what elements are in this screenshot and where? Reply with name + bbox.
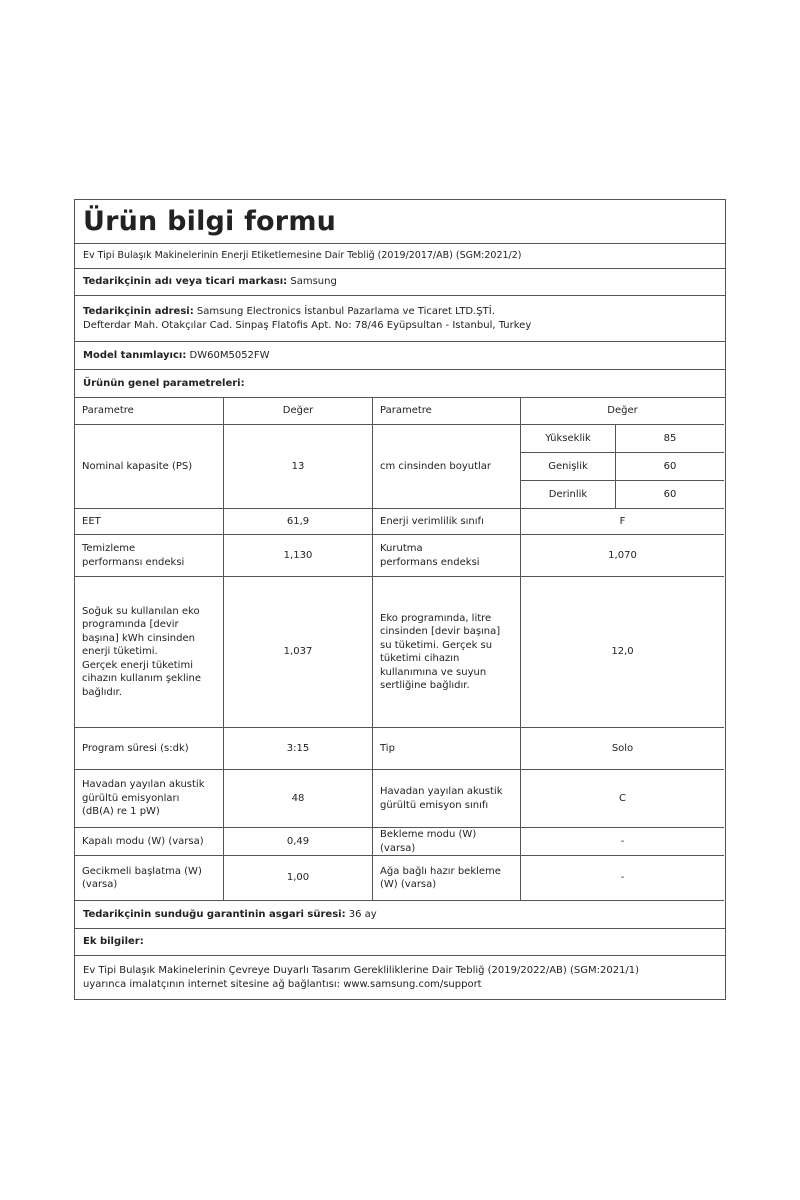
regulation-bar: [75, 244, 725, 269]
additional-info-label: Ek bilgiler:: [83, 936, 144, 947]
model-value: DW60M5052FW: [186, 349, 270, 361]
program-duration-label: Program süresi (s:dk): [75, 728, 224, 770]
energy-consumption-label: Soğuk su kullanılan eko programında [devir başına] kWh cinsinden enerji tüketimi. Gerçek enerji tüketimi cihazın kullanım şekline bağlıdır.: [75, 577, 224, 728]
header-value-2: Değer: [521, 398, 724, 425]
networked-standby-value: -: [521, 856, 724, 901]
energy-consumption-value: 1,037: [224, 577, 373, 728]
supplier-address-line1: Samsung Electronics İstanbul Pazarlama ve Ticaret LTD.ŞTİ.: [193, 305, 495, 317]
footer-note: [75, 956, 725, 999]
footer-line1: Ev Tipi Bulaşık Makinelerinin Çevreye Duyarlı Tasarım Gerekliliklerine Dair Tebliğ (2019/2022/AB) (SGM:2021/1): [83, 964, 640, 976]
model-label: Model tanımlayıcı:: [83, 349, 187, 361]
noise-class-value: C: [521, 770, 724, 828]
standby-mode-label: Bekleme modu (W) (varsa): [373, 828, 521, 856]
networked-standby-label: Ağa bağlı hazır bekleme (W) (varsa): [373, 856, 521, 901]
eei-value: 61,9: [224, 509, 373, 535]
supplier-address-line2: Defterdar Mah. Otakçılar Cad. Sinpaş Flatofis Apt. No: 78/46 Eyüpsultan - Istanbul, Turkey: [83, 319, 532, 331]
general-params-row: [75, 370, 725, 398]
supplier-name-label: Tedarikçinin adı veya ticari markası:: [83, 276, 288, 287]
water-consumption-label: Eko programında, litre cinsinden [devir başına] su tüketimi. Gerçek su tüketimi cihazın kullanımına ve suyun sertliğine bağlıdır.: [373, 577, 521, 728]
supplier-address-row: [75, 296, 725, 342]
off-mode-label: Kapalı modu (W) (varsa): [75, 828, 224, 856]
header-parameter-1: Parametre: [75, 398, 224, 425]
eei-label: EET: [75, 509, 224, 535]
form-title: Ürün bilgi formu: [83, 205, 337, 237]
drying-index-label: Kurutma performans endeksi: [373, 535, 521, 577]
width-label: Genişlik: [521, 453, 616, 481]
energy-class-value: F: [521, 509, 724, 535]
supplier-address-label: Tedarikçinin adresi:: [83, 305, 194, 317]
form-subtitle: Ev Tipi Bulaşık Makinelerinin Enerji Etiketlemesine Dair Tebliğ (2019/2017/AB) (SGM:2021/2): [83, 250, 522, 261]
height-value: 85: [616, 425, 724, 453]
depth-label: Derinlik: [521, 481, 616, 509]
water-consumption-value: 12,0: [521, 577, 724, 728]
title-bar: [75, 200, 725, 244]
standby-mode-value: -: [521, 828, 724, 856]
noise-class-label: Havadan yayılan akustik gürültü emisyon sınıfı: [373, 770, 521, 828]
warranty-value: 36 ay: [345, 908, 377, 920]
type-value: Solo: [521, 728, 724, 770]
noise-emission-value: 48: [224, 770, 373, 828]
energy-class-label: Enerji verimlilik sınıfı: [373, 509, 521, 535]
capacity-value: 13: [224, 425, 373, 509]
delay-start-label: Gecikmeli başlatma (W) (varsa): [75, 856, 224, 901]
height-label: Yükseklik: [521, 425, 616, 453]
drying-index-value: 1,070: [521, 535, 724, 577]
cleaning-index-value: 1,130: [224, 535, 373, 577]
product-info-form: [74, 199, 726, 1000]
warranty-row: [75, 901, 725, 929]
warranty-label: Tedarikçinin sunduğu garantinin asgari süresi:: [83, 908, 346, 920]
supplier-name-row: [75, 269, 725, 296]
width-value: 60: [616, 453, 724, 481]
supplier-name-value: Samsung: [287, 276, 337, 287]
cleaning-index-label: Temizleme performansı endeksi: [75, 535, 224, 577]
footer-line2: uyarınca imalatçının internet sitesine ağ bağlantısı: www.samsung.com/support: [83, 978, 482, 990]
general-params-label: Ürünün genel parametreleri:: [83, 377, 245, 389]
depth-value: 60: [616, 481, 724, 509]
parameters-table: [75, 398, 724, 901]
delay-start-value: 1,00: [224, 856, 373, 901]
header-parameter-2: Parametre: [373, 398, 521, 425]
dimensions-label: cm cinsinden boyutlar: [373, 425, 521, 509]
program-duration-value: 3:15: [224, 728, 373, 770]
capacity-label: Nominal kapasite (PS): [75, 425, 224, 509]
off-mode-value: 0,49: [224, 828, 373, 856]
model-row: [75, 342, 725, 370]
type-label: Tip: [373, 728, 521, 770]
header-value-1: Değer: [224, 398, 373, 425]
noise-emission-label: Havadan yayılan akustik gürültü emisyonları (dB(A) re 1 pW): [75, 770, 224, 828]
additional-info-row: [75, 929, 725, 956]
